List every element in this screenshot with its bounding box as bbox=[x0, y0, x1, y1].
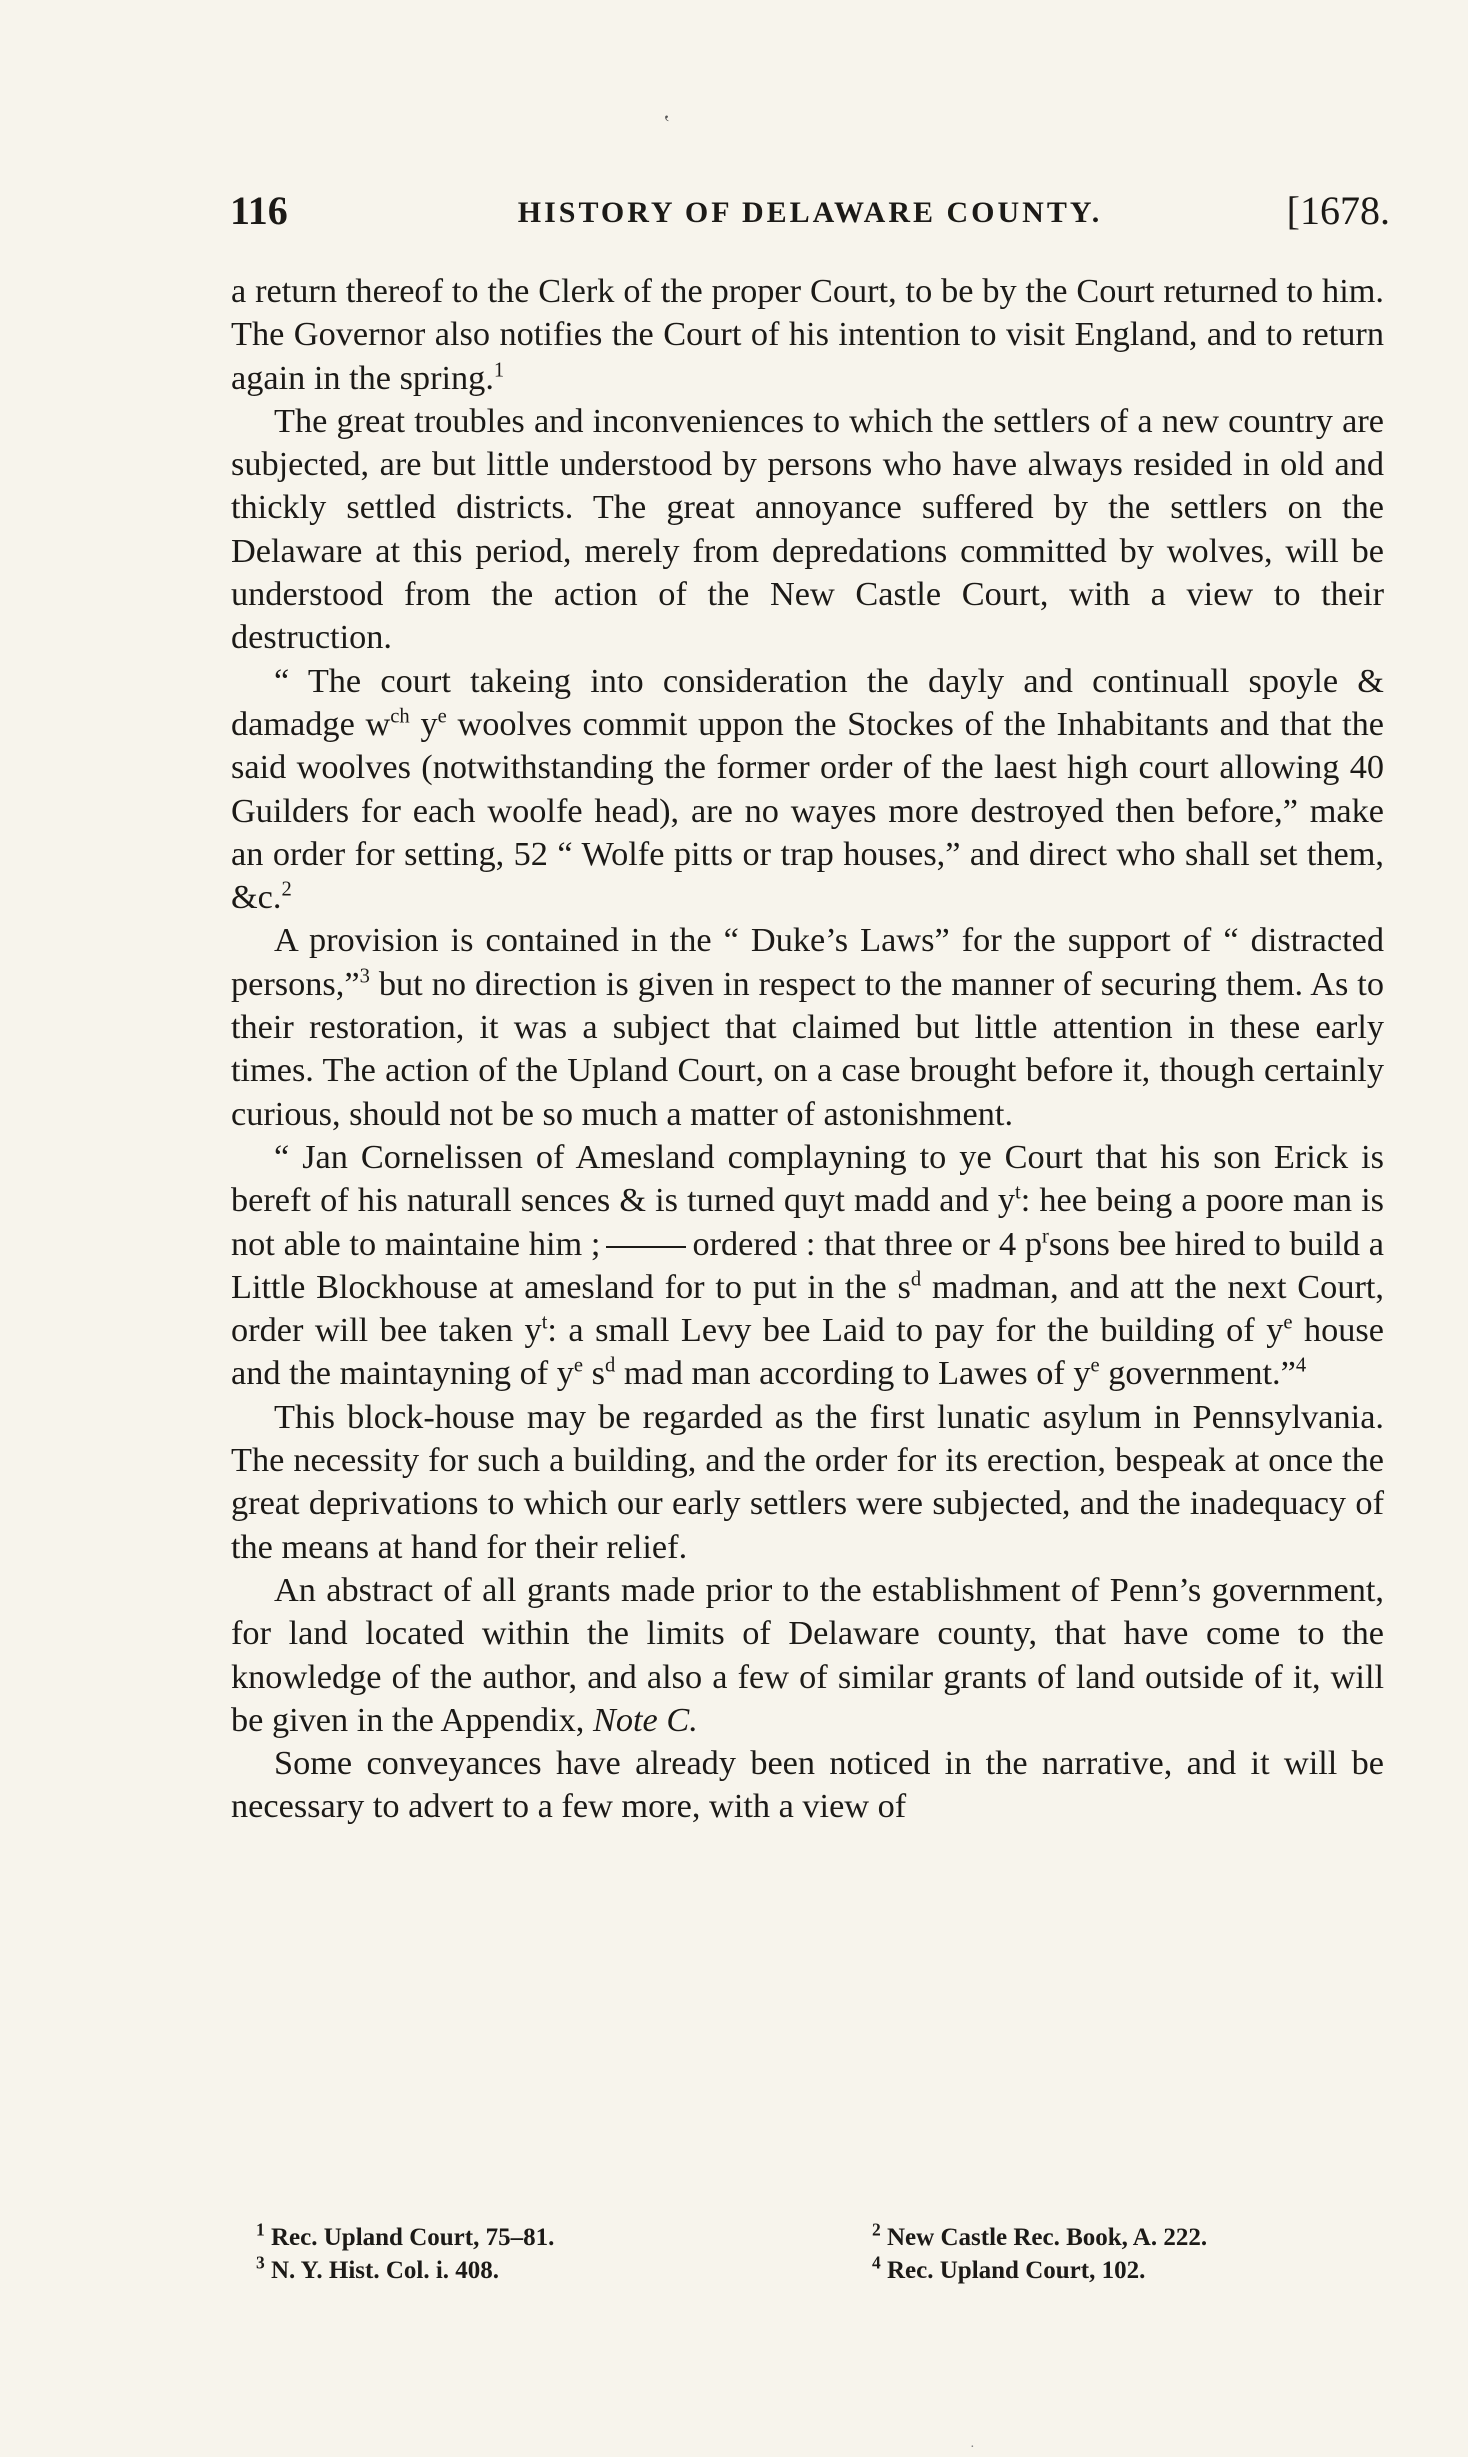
footnote-text: Rec. Upland Court, 75–81. bbox=[264, 2224, 555, 2251]
paragraph-text: A provision is contained in the “ Duke’s Laws” for the support of “ distracted persons,” bbox=[231, 921, 1384, 1003]
paragraph-text: “ Jan Cornelissen of Amesland complayning to ye Court that his son Erick is bereft of his naturall sences & is turned quyt madd and y bbox=[231, 1137, 1384, 1220]
running-header bbox=[230, 186, 1390, 236]
paragraph-text: government.” bbox=[1099, 1354, 1296, 1393]
paragraph-text: : hee being a poore man is not able to maintaine him ; bbox=[231, 1181, 1384, 1263]
superscript: t bbox=[541, 1311, 548, 1334]
paragraph bbox=[231, 1396, 1384, 1569]
superscript: 2 bbox=[281, 878, 292, 901]
footnote-3 bbox=[256, 2252, 500, 2287]
paragraph bbox=[231, 270, 1384, 400]
paragraph-text: This block-house may be regarded as the first lunatic asylum in Pennsylvania. The necessity for such a building, and the order for its erection, bespeak at once the great deprivations to which our early settlers were subjected, and the inadequacy of the means at hand for their relief. bbox=[231, 1397, 1384, 1566]
superscript: e bbox=[1283, 1311, 1293, 1334]
superscript: d bbox=[910, 1268, 922, 1291]
em-rule bbox=[606, 1246, 686, 1248]
paragraph-text: s bbox=[583, 1354, 605, 1393]
paragraph-text: house and the maintayning of y bbox=[231, 1311, 1385, 1393]
body-text bbox=[231, 270, 1384, 1829]
superscript: 3 bbox=[359, 965, 370, 988]
paragraph-text: madman, and att the next Court, order will bee taken y bbox=[231, 1267, 1384, 1350]
paragraph-text: sons bee hired to build a Little Blockhouse at amesland for to put in the s bbox=[231, 1224, 1385, 1306]
paragraph bbox=[231, 919, 1384, 1135]
superscript: e bbox=[573, 1355, 584, 1377]
paragraph-text: mad man according to Lawes of y bbox=[615, 1354, 1091, 1393]
superscript: 1 bbox=[493, 359, 505, 382]
footnote-text: Rec. Upland Court, 102. bbox=[880, 2257, 1146, 2284]
footnote-text: N. Y. Hist. Col. i. 408. bbox=[264, 2257, 500, 2284]
footnote-number: 1 bbox=[256, 2219, 265, 2240]
header-year: [1678. bbox=[1286, 188, 1390, 233]
footnote-1 bbox=[256, 2219, 555, 2254]
paragraph-text: but no direction is given in respect to the manner of securing them. As to their restoration, it was a subject that claimed but little attention in these early times. The action of the Upland Court, on a case brought before it, though certainly curious, should not be so much a matter of astonishment. bbox=[231, 964, 1384, 1133]
footnote-text: New Castle Rec. Book, A. 222. bbox=[880, 2224, 1208, 2251]
top-printer-mark: ‛ bbox=[663, 110, 671, 135]
bottom-printer-mark: · bbox=[970, 2440, 975, 2455]
footnote-number: 4 bbox=[872, 2252, 881, 2273]
paragraph-text: woolves commit uppon the Stockes of the Inhabitants and that the said woolves (notwithstanding the former order of the laest high court allowing 40 Guilders for each woolfe head), are no wayes more destroyed then before,” make an order for setting, 52 “ Wolfe pitts or trap houses,” and direct who shall set them, &c. bbox=[231, 704, 1384, 917]
superscript: r bbox=[1042, 1225, 1049, 1248]
footnote-number: 3 bbox=[256, 2252, 265, 2273]
footnote-2 bbox=[872, 2219, 1208, 2254]
italic-reference: Note C. bbox=[592, 1700, 698, 1739]
paragraph bbox=[231, 1569, 1384, 1742]
paragraph bbox=[231, 1136, 1384, 1396]
paragraph-text: a return thereof to the Clerk of the proper Court, to be by the Court returned to him. The Governor also notifies the Court of his intention to visit England, and to return again in the spring. bbox=[231, 272, 1384, 397]
paragraph bbox=[231, 400, 1384, 660]
footnote-4 bbox=[872, 2252, 1146, 2287]
paragraph-text: ordered : that three or 4 p bbox=[692, 1224, 1042, 1263]
paragraph-text: y bbox=[409, 704, 438, 743]
superscript: d bbox=[604, 1355, 616, 1377]
paragraph-text: “ The court takeing into consideration the dayly and continuall spoyle & damadge w bbox=[231, 661, 1384, 743]
superscript: e bbox=[437, 705, 447, 728]
paragraph-text: An abstract of all grants made prior to the establishment of Penn’s government, for land located within the limits of Delaware county, that have come to the knowledge of the author, and also a few of similar grants of land outside of it, will be given in the Appendix, bbox=[231, 1570, 1384, 1739]
paragraph bbox=[231, 660, 1384, 920]
superscript: t bbox=[1015, 1181, 1021, 1204]
superscript: 4 bbox=[1295, 1355, 1307, 1377]
page-number: 116 bbox=[230, 188, 288, 233]
paragraph-text: The great troubles and inconveniences to which the settlers of a new country are subjected, are but little understood by persons who have always resided in old and thickly settled districts. The great annoyance suffered by the settlers on the Delaware at this period, merely from depredations committed by wolves, will be understood from the action of the New Castle Court, with a view to their destruction. bbox=[231, 401, 1384, 657]
paragraph bbox=[231, 1742, 1384, 1829]
running-title: HISTORY OF DELAWARE COUNTY. bbox=[517, 196, 1103, 229]
footnote-number: 2 bbox=[872, 2219, 881, 2240]
superscript: ch bbox=[390, 705, 410, 728]
superscript: e bbox=[1090, 1355, 1100, 1377]
paragraph-text: Some conveyances have already been noticed in the narrative, and it will be necessary to advert to a few more, with a view of bbox=[231, 1744, 1384, 1826]
paragraph-text: : a small Levy bee Laid to pay for the building of y bbox=[547, 1311, 1284, 1350]
